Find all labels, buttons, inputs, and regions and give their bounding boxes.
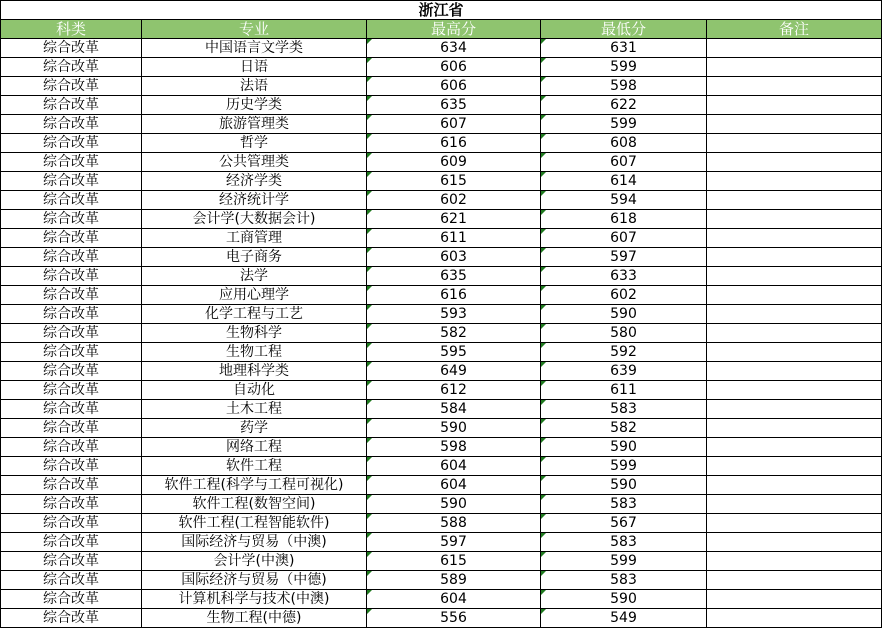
cell-notes[interactable] xyxy=(707,590,882,609)
cell-min-score[interactable]: 567 xyxy=(541,514,707,533)
cell-category[interactable]: 综合改革 xyxy=(1,58,142,77)
cell-max-score[interactable]: 603 xyxy=(367,248,541,267)
cell-notes[interactable] xyxy=(707,552,882,571)
cell-max-score[interactable]: 593 xyxy=(367,305,541,324)
cell-category[interactable]: 综合改革 xyxy=(1,571,142,590)
cell-major[interactable]: 软件工程(科学与工程可视化) xyxy=(142,476,367,495)
cell-notes[interactable] xyxy=(707,609,882,628)
cell-min-score[interactable]: 580 xyxy=(541,324,707,343)
cell-max-score[interactable]: 607 xyxy=(367,115,541,134)
cell-min-score[interactable]: 618 xyxy=(541,210,707,229)
cell-category[interactable]: 综合改革 xyxy=(1,134,142,153)
cell-notes[interactable] xyxy=(707,457,882,476)
table-row xyxy=(1,210,882,229)
cell-notes[interactable] xyxy=(707,58,882,77)
table-row xyxy=(1,229,882,248)
cell-category[interactable]: 综合改革 xyxy=(1,115,142,134)
cell-notes[interactable] xyxy=(707,438,882,457)
cell-max-score[interactable]: 590 xyxy=(367,495,541,514)
cell-category[interactable]: 综合改革 xyxy=(1,343,142,362)
cell-major[interactable]: 经济统计学 xyxy=(142,191,367,210)
cell-min-score[interactable]: 598 xyxy=(541,77,707,96)
cell-major[interactable]: 公共管理类 xyxy=(142,153,367,172)
cell-category[interactable]: 综合改革 xyxy=(1,77,142,96)
cell-notes[interactable] xyxy=(707,476,882,495)
header-min-score[interactable]: 最低分 xyxy=(541,20,707,39)
cell-min-score[interactable]: 633 xyxy=(541,267,707,286)
table-row xyxy=(1,191,882,210)
cell-notes[interactable] xyxy=(707,191,882,210)
cell-category[interactable]: 综合改革 xyxy=(1,590,142,609)
cell-max-score[interactable]: 635 xyxy=(367,96,541,115)
cell-notes[interactable] xyxy=(707,400,882,419)
cell-category[interactable]: 综合改革 xyxy=(1,324,142,343)
cell-max-score[interactable]: 597 xyxy=(367,533,541,552)
title-row xyxy=(1,1,882,20)
table-row xyxy=(1,609,882,628)
cell-major[interactable]: 会计学(中澳) xyxy=(142,552,367,571)
header-row xyxy=(1,20,882,39)
table-row xyxy=(1,39,882,58)
cell-min-score[interactable]: 608 xyxy=(541,134,707,153)
cell-max-score[interactable]: 621 xyxy=(367,210,541,229)
cell-max-score[interactable]: 584 xyxy=(367,400,541,419)
cell-min-score[interactable]: 597 xyxy=(541,248,707,267)
cell-notes[interactable] xyxy=(707,381,882,400)
cell-major[interactable]: 软件工程(工程智能软件) xyxy=(142,514,367,533)
cell-notes[interactable] xyxy=(707,495,882,514)
cell-min-score[interactable]: 611 xyxy=(541,381,707,400)
cell-major[interactable]: 哲学 xyxy=(142,134,367,153)
cell-min-score[interactable]: 639 xyxy=(541,362,707,381)
cell-category[interactable]: 综合改革 xyxy=(1,438,142,457)
table-row xyxy=(1,77,882,96)
cell-notes[interactable] xyxy=(707,248,882,267)
cell-min-score[interactable]: 583 xyxy=(541,533,707,552)
cell-max-score[interactable]: 616 xyxy=(367,134,541,153)
header-max-score[interactable]: 最高分 xyxy=(367,20,541,39)
cell-notes[interactable] xyxy=(707,134,882,153)
cell-min-score[interactable]: 614 xyxy=(541,172,707,191)
cell-major[interactable]: 生物工程(中德) xyxy=(142,609,367,628)
cell-category[interactable]: 综合改革 xyxy=(1,248,142,267)
cell-notes[interactable] xyxy=(707,362,882,381)
cell-category[interactable]: 综合改革 xyxy=(1,476,142,495)
cell-max-score[interactable]: 604 xyxy=(367,457,541,476)
cell-min-score[interactable]: 602 xyxy=(541,286,707,305)
cell-major[interactable]: 自动化 xyxy=(142,381,367,400)
cell-category[interactable]: 综合改革 xyxy=(1,381,142,400)
cell-major[interactable]: 软件工程 xyxy=(142,457,367,476)
cell-major[interactable]: 生物科学 xyxy=(142,324,367,343)
cell-max-score[interactable]: 611 xyxy=(367,229,541,248)
cell-notes[interactable] xyxy=(707,267,882,286)
cell-notes[interactable] xyxy=(707,286,882,305)
cell-notes[interactable] xyxy=(707,571,882,590)
cell-min-score[interactable]: 594 xyxy=(541,191,707,210)
cell-category[interactable]: 综合改革 xyxy=(1,552,142,571)
cell-min-score[interactable]: 590 xyxy=(541,590,707,609)
cell-category[interactable]: 综合改革 xyxy=(1,457,142,476)
cell-min-score[interactable]: 599 xyxy=(541,58,707,77)
cell-major[interactable]: 日语 xyxy=(142,58,367,77)
cell-notes[interactable] xyxy=(707,343,882,362)
header-category[interactable]: 科类 xyxy=(1,20,142,39)
cell-category[interactable]: 综合改革 xyxy=(1,191,142,210)
cell-category[interactable]: 综合改革 xyxy=(1,305,142,324)
cell-max-score[interactable]: 606 xyxy=(367,58,541,77)
table-row xyxy=(1,571,882,590)
cell-max-score[interactable]: 589 xyxy=(367,571,541,590)
cell-major[interactable]: 生物工程 xyxy=(142,343,367,362)
cell-category[interactable]: 综合改革 xyxy=(1,210,142,229)
cell-notes[interactable] xyxy=(707,533,882,552)
cell-notes[interactable] xyxy=(707,115,882,134)
cell-max-score[interactable]: 616 xyxy=(367,286,541,305)
table-row xyxy=(1,400,882,419)
cell-major[interactable]: 药学 xyxy=(142,419,367,438)
cell-max-score[interactable]: 588 xyxy=(367,514,541,533)
table-row xyxy=(1,153,882,172)
cell-notes[interactable] xyxy=(707,514,882,533)
cell-notes[interactable] xyxy=(707,419,882,438)
table-row xyxy=(1,533,882,552)
cell-max-score[interactable]: 556 xyxy=(367,609,541,628)
table-row xyxy=(1,343,882,362)
cell-major[interactable]: 地理科学类 xyxy=(142,362,367,381)
table-row xyxy=(1,115,882,134)
cell-major[interactable]: 电子商务 xyxy=(142,248,367,267)
header-major[interactable]: 专业 xyxy=(142,20,367,39)
table-row xyxy=(1,457,882,476)
table-row xyxy=(1,552,882,571)
table-row xyxy=(1,286,882,305)
cell-major[interactable]: 国际经济与贸易（中澳) xyxy=(142,533,367,552)
cell-major[interactable]: 化学工程与工艺 xyxy=(142,305,367,324)
cell-min-score[interactable]: 590 xyxy=(541,476,707,495)
cell-min-score[interactable]: 599 xyxy=(541,115,707,134)
cell-max-score[interactable]: 612 xyxy=(367,381,541,400)
cell-notes[interactable] xyxy=(707,305,882,324)
cell-min-score[interactable]: 583 xyxy=(541,495,707,514)
table-row xyxy=(1,96,882,115)
cell-min-score[interactable]: 582 xyxy=(541,419,707,438)
cell-min-score[interactable]: 583 xyxy=(541,400,707,419)
cell-notes[interactable] xyxy=(707,210,882,229)
header-notes[interactable]: 备注 xyxy=(707,20,882,39)
cell-major[interactable]: 应用心理学 xyxy=(142,286,367,305)
cell-max-score[interactable]: 604 xyxy=(367,590,541,609)
cell-major[interactable]: 计算机科学与技术(中澳) xyxy=(142,590,367,609)
cell-category[interactable]: 综合改革 xyxy=(1,153,142,172)
cell-max-score[interactable]: 604 xyxy=(367,476,541,495)
table-row xyxy=(1,267,882,286)
cell-notes[interactable] xyxy=(707,77,882,96)
cell-category[interactable]: 综合改革 xyxy=(1,514,142,533)
cell-max-score[interactable]: 609 xyxy=(367,153,541,172)
cell-max-score[interactable]: 582 xyxy=(367,324,541,343)
table-row xyxy=(1,305,882,324)
cell-category[interactable]: 综合改革 xyxy=(1,229,142,248)
cell-max-score[interactable]: 595 xyxy=(367,343,541,362)
cell-min-score[interactable]: 607 xyxy=(541,229,707,248)
table-row xyxy=(1,419,882,438)
table-row xyxy=(1,58,882,77)
cell-min-score[interactable]: 590 xyxy=(541,305,707,324)
cell-max-score[interactable]: 598 xyxy=(367,438,541,457)
table-row xyxy=(1,248,882,267)
cell-major[interactable]: 会计学(大数据会计) xyxy=(142,210,367,229)
table-row xyxy=(1,438,882,457)
cell-major[interactable]: 法学 xyxy=(142,267,367,286)
cell-category[interactable]: 综合改革 xyxy=(1,495,142,514)
cell-max-score[interactable]: 606 xyxy=(367,77,541,96)
cell-major[interactable]: 法语 xyxy=(142,77,367,96)
cell-max-score[interactable]: 634 xyxy=(367,39,541,58)
cell-notes[interactable] xyxy=(707,229,882,248)
cell-major[interactable]: 网络工程 xyxy=(142,438,367,457)
cell-category[interactable]: 综合改革 xyxy=(1,419,142,438)
table-row xyxy=(1,381,882,400)
cell-min-score[interactable]: 590 xyxy=(541,438,707,457)
cell-notes[interactable] xyxy=(707,324,882,343)
cell-min-score[interactable]: 599 xyxy=(541,457,707,476)
cell-category[interactable]: 综合改革 xyxy=(1,172,142,191)
cell-max-score[interactable]: 590 xyxy=(367,419,541,438)
table-row xyxy=(1,362,882,381)
table-row xyxy=(1,324,882,343)
table-row xyxy=(1,590,882,609)
cell-major[interactable]: 中国语言文学类 xyxy=(142,39,367,58)
cell-major[interactable]: 土木工程 xyxy=(142,400,367,419)
cell-category[interactable]: 综合改革 xyxy=(1,39,142,58)
cell-min-score[interactable]: 592 xyxy=(541,343,707,362)
cell-major[interactable]: 旅游管理类 xyxy=(142,115,367,134)
cell-major[interactable]: 历史学类 xyxy=(142,96,367,115)
cell-min-score[interactable]: 599 xyxy=(541,552,707,571)
cell-max-score[interactable]: 635 xyxy=(367,267,541,286)
cell-category[interactable]: 综合改革 xyxy=(1,362,142,381)
cell-min-score[interactable]: 622 xyxy=(541,96,707,115)
cell-category[interactable]: 综合改革 xyxy=(1,400,142,419)
cell-category[interactable]: 综合改革 xyxy=(1,533,142,552)
table-row xyxy=(1,134,882,153)
cell-max-score[interactable]: 602 xyxy=(367,191,541,210)
cell-category[interactable]: 综合改革 xyxy=(1,609,142,628)
cell-min-score[interactable]: 583 xyxy=(541,571,707,590)
cell-max-score[interactable]: 615 xyxy=(367,552,541,571)
table-row xyxy=(1,495,882,514)
cell-min-score[interactable]: 631 xyxy=(541,39,707,58)
table-title[interactable]: 浙江省 xyxy=(1,1,882,20)
table-row xyxy=(1,172,882,191)
cell-category[interactable]: 综合改革 xyxy=(1,267,142,286)
cell-category[interactable]: 综合改革 xyxy=(1,96,142,115)
cell-notes[interactable] xyxy=(707,96,882,115)
cell-max-score[interactable]: 649 xyxy=(367,362,541,381)
table-row xyxy=(1,514,882,533)
cell-notes[interactable] xyxy=(707,39,882,58)
cell-min-score[interactable]: 549 xyxy=(541,609,707,628)
cell-category[interactable]: 综合改革 xyxy=(1,286,142,305)
cell-major[interactable]: 国际经济与贸易（中德) xyxy=(142,571,367,590)
cell-min-score[interactable]: 607 xyxy=(541,153,707,172)
cell-major[interactable]: 软件工程(数智空间) xyxy=(142,495,367,514)
cell-major[interactable]: 工商管理 xyxy=(142,229,367,248)
cell-major[interactable]: 经济学类 xyxy=(142,172,367,191)
cell-notes[interactable] xyxy=(707,172,882,191)
cell-notes[interactable] xyxy=(707,153,882,172)
cell-max-score[interactable]: 615 xyxy=(367,172,541,191)
table-row xyxy=(1,476,882,495)
